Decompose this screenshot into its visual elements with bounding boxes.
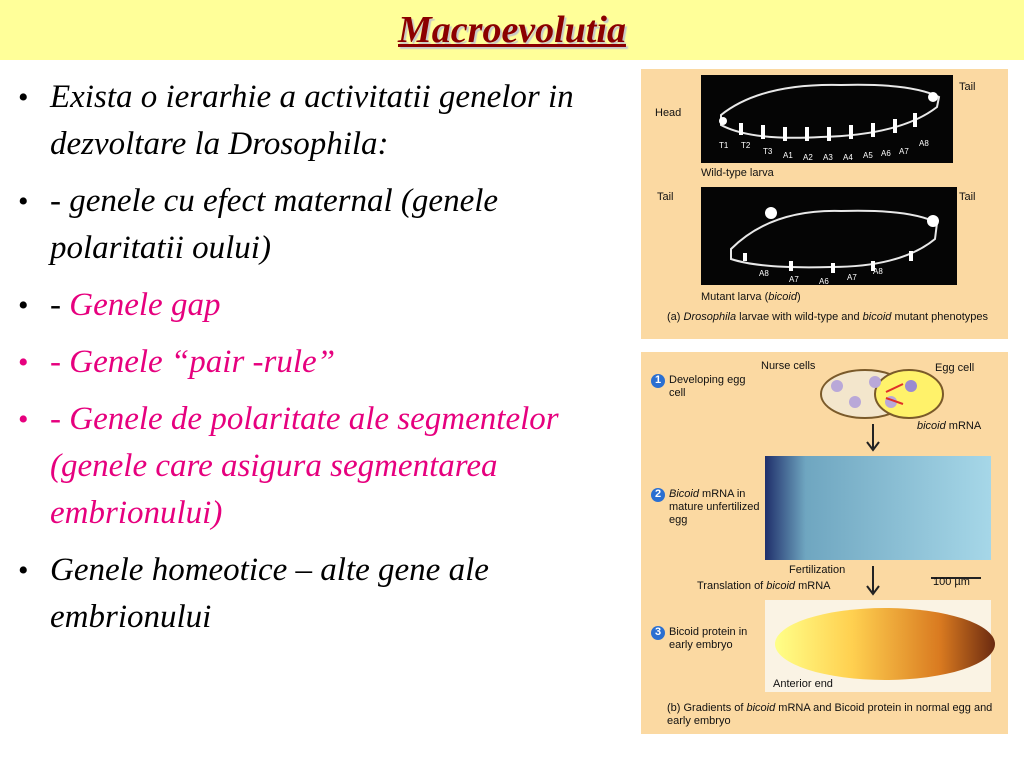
figure-a-caption: (a) Drosophila larvae with wild-type and bicoid mutant phenotypes [667,311,989,323]
step-1-badge: 1 [651,374,665,388]
mutant-larva-drawing [701,187,957,285]
segment-label: A8 [919,139,929,148]
segment-label: A6 [881,149,891,158]
bullet-text: Genele homeotice – alte gene ale embrionului [50,552,489,635]
mutant-larva-image [701,187,957,285]
bullet-item [18,547,608,641]
bullet-dot-icon: • [18,403,29,436]
mutant-caption: Mutant larva (bicoid) [701,291,801,303]
title-bar [0,0,1024,60]
segment-label: A6 [819,277,829,286]
segment-label: A3 [823,153,833,162]
label-head: Head [655,107,682,119]
bullet-item [18,339,608,386]
bullet-dot-icon: • [18,81,29,114]
segment-label: A4 [843,153,853,162]
scale-bar-label: 100 µm [933,576,970,588]
bullet-item [18,282,608,329]
label-egg-cell: Egg cell [935,362,975,374]
step-2-badge: 2 [651,488,665,502]
label-tail: Tail [959,81,976,93]
bullet-item [18,396,608,537]
step-3-badge: 3 [651,626,665,640]
label-nurse-cells: Nurse cells [761,360,816,372]
segment-label: T3 [763,147,773,156]
bullet-text: - genele cu efect maternal (genele polaritatii oului) [50,183,499,266]
bullet-text: - Genele de polaritate ale segmentelor (genele care asigura segmentarea embrionului) [50,401,559,531]
bullet-dot-icon: • [18,289,29,322]
figure-b-caption: (b) Gradients of bicoid mRNA and Bicoid protein in normal egg and early embryo [667,702,993,727]
label-tail-left: Tail [657,191,674,203]
step-2-text: Bicoid mRNA in mature unfertilized egg [669,488,760,526]
segment-label: A8 [873,267,883,276]
segment-label: T2 [741,141,751,150]
wild-type-larva-drawing [701,75,953,163]
segment-label: A1 [783,151,793,160]
wild-type-larva-image [701,75,953,163]
segment-label: A7 [789,275,799,284]
bullet-text: - Genele “pair -rule” [50,344,336,380]
bullet-item [18,178,608,272]
bullet-dot-icon: • [18,185,29,218]
segment-label: T1 [719,141,729,150]
segment-label: A2 [803,153,813,162]
bullet-text: Exista o ierarhie a activitatii genelor in dezvoltare la Drosophila: [50,79,574,162]
step-1-text: Developing egg cell [669,374,746,399]
page-title: Macroevolutia [398,9,626,51]
segment-label: A7 [847,273,857,282]
label-bicoid-mrna: bicoid mRNA [917,420,982,432]
segment-label: A7 [899,147,909,156]
step-3-text: Bicoid protein in early embryo [669,626,748,651]
wild-type-caption: Wild-type larva [701,167,774,179]
bullet-text: Genele gap [69,287,221,323]
segment-label: A8 [759,269,769,278]
label-translation: Translation of bicoid mRNA [697,580,831,592]
bullet-item [18,74,608,168]
bicoid-gradient-drawing [641,352,1008,734]
figure-larvae-panel [641,69,1008,339]
bullet-dot-icon: • [18,346,29,379]
bullet-prefix: - [50,287,70,323]
bullet-dot-icon: • [18,554,29,587]
label-anterior-end: Anterior end [773,678,833,690]
bullet-list [18,74,608,651]
label-tail-right: Tail [959,191,976,203]
label-fertilization: Fertilization [789,564,846,576]
segment-label: A5 [863,151,873,160]
figure-bicoid-panel [641,352,1008,734]
